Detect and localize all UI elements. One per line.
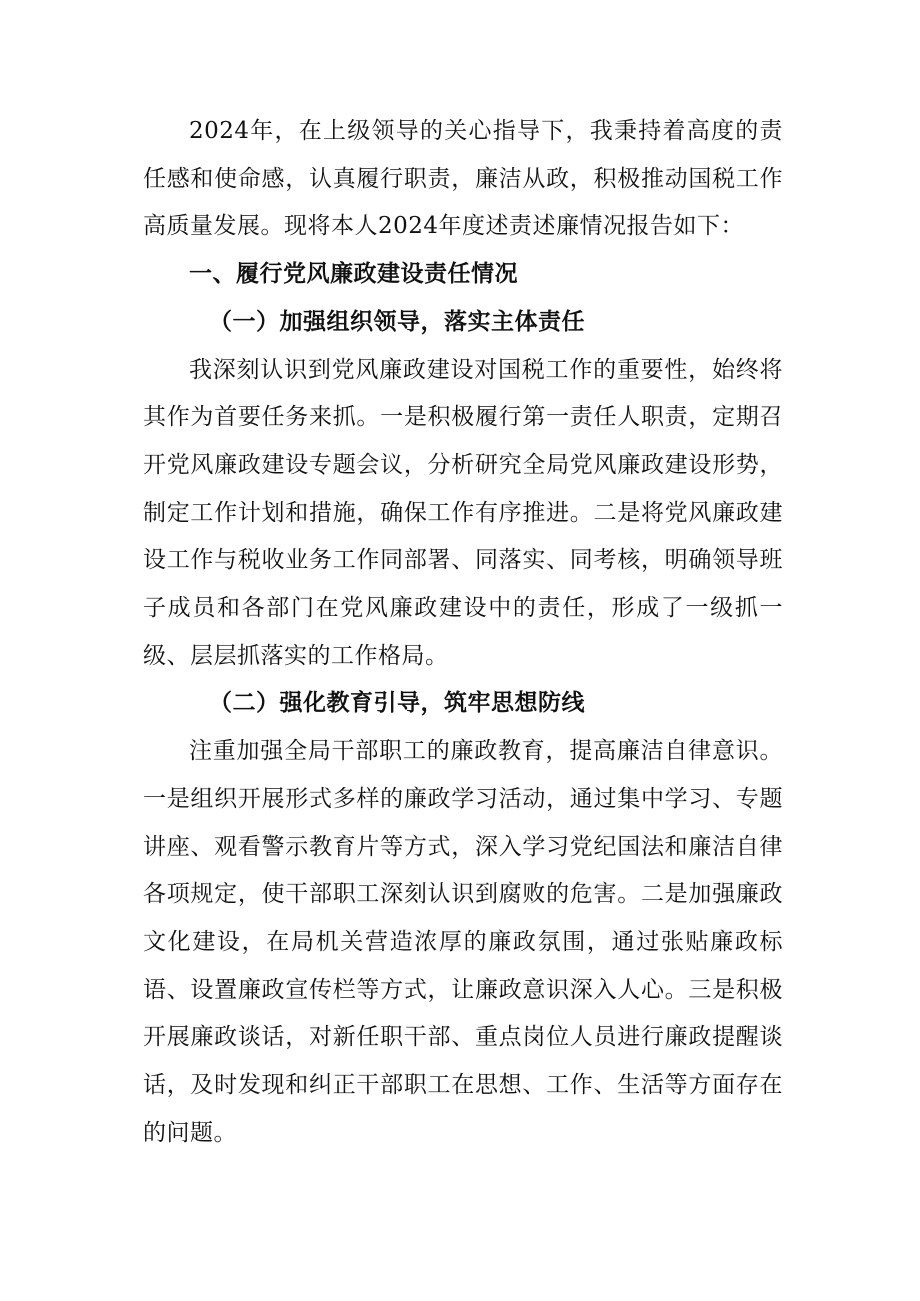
section-heading-1: 一、履行党风廉政建设责任情况 (189, 261, 518, 288)
subsection-heading-1: （一）加强组织领导，落实主体责任 (209, 308, 585, 335)
intro-paragraph: 2024年，在上级领导的关心指导下，我秉持着高度的责任感和使命感，认真履行职责，廉洁从政，积极推动国税工作高质量发展。现将本人2024年度述责述廉情况报告如下： (143, 118, 783, 240)
subsection-2-paragraph: 注重加强全局干部职工的廉政教育，提高廉洁自律意识。一是组织开展形式多样的廉政学习活动，通过集中学习、专题讲座、观看警示教育片等方式，深入学习党纪国法和廉洁自律各项规定，使干部职工深刻认识到腐败的危害。二是加强廉政文化建设，在局机关营造浓厚的廉政氛围，通过张贴廉政标语、设置廉政宣传栏等方式，让廉政意识深入人心。三是积极开展廉政谈话，对新任职干部、重点岗位人员进行廉政提醒谈话，及时发现和纠正干部职工在思想、工作、生活等方面存在的问题。 (143, 738, 783, 1146)
subsection-heading-2: （二）强化教育引导，筑牢思想防线 (209, 690, 585, 717)
document-body (143, 108, 783, 1157)
subsection-1-paragraph: 我深刻认识到党风廉政建设对国税工作的重要性，始终将其作为首要任务来抓。一是积极履行第一责任人职责，定期召开党风廉政建设专题会议，分析研究全局党风廉政建设形势，制定工作计划和措施，确保工作有序推进。二是将党风廉政建设工作与税收业务工作同部署、同落实、同考核，明确领导班子成员和各部门在党风廉政建设中的责任，形成了一级抓一级、层层抓落实的工作格局。 (143, 356, 783, 669)
